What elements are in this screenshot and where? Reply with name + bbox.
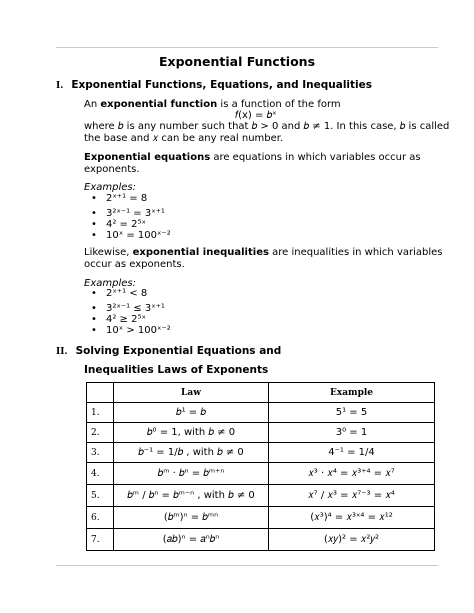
list-item: • 10ˣ = 100ˣ⁻² [86, 230, 171, 241]
table-row [87, 443, 435, 463]
definition-term: exponential function [100, 99, 218, 110]
column-header-number [87, 383, 114, 403]
page-title: Exponential Functions [158, 54, 316, 69]
section-2-numeral: II. [56, 347, 68, 357]
example-cell: 3⁰ = 1 [269, 423, 435, 443]
list-item: • 3²ˣ⁻¹ ≤ 3ˣ⁺¹ [86, 303, 171, 314]
bottom-rule [56, 565, 438, 566]
example-cell: 𝑥⁷ / 𝑥³ = 𝑥⁷⁻³ = 𝑥⁴ [269, 485, 435, 507]
inequalities-term: exponential inequalities [132, 247, 269, 258]
example-cell: 4⁻¹ = 1/4 [269, 443, 435, 463]
laws-of-exponents-table [86, 382, 435, 551]
inequality-examples-list [86, 288, 171, 336]
top-rule [56, 47, 438, 48]
inequalities-definition-line-2: occur as exponents. [84, 259, 185, 270]
table-row [87, 463, 435, 485]
definition-formula: 𝑓(x) = 𝑏ˣ [235, 110, 277, 121]
equation-examples-list [86, 193, 171, 241]
section-2-heading [56, 345, 281, 357]
row-number: 5. [87, 485, 114, 507]
table-row [87, 485, 435, 507]
table-header-row [87, 383, 435, 403]
section-1-numeral: I. [56, 81, 64, 91]
column-header-example: Example [269, 383, 435, 403]
table-row [87, 403, 435, 423]
definition-prefix: An [84, 99, 101, 110]
list-item: • 2ˣ⁺¹ = 8 [86, 193, 171, 204]
section-1-heading [56, 79, 372, 91]
column-header-law: Law [114, 383, 269, 403]
section-2-title-line-1: Solving Exponential Equations and [75, 345, 282, 357]
law-cell: 𝑏⁰ = 1, with 𝑏 ≠ 0 [114, 423, 269, 443]
list-item: • 3²ˣ⁻¹ = 3ˣ⁺¹ [86, 208, 171, 219]
row-number: 1. [87, 403, 114, 423]
definition-line-2: where 𝑏 is any number such that 𝑏 > 0 and 𝑏 ≠ 1. In this case, 𝑏 is called [84, 121, 450, 132]
examples-label-inequalities: Examples: [84, 278, 136, 289]
equations-term: Exponential equations [84, 152, 211, 163]
table-row [87, 423, 435, 443]
row-number: 2. [87, 423, 114, 443]
examples-label-equations: Examples: [84, 182, 136, 193]
list-item: • 2ˣ⁺¹ < 8 [86, 288, 171, 299]
inequalities-text: are inequalities in which variables [268, 247, 443, 258]
law-cell: 𝑏ᵐ · 𝑏ⁿ = 𝑏ᵐ⁺ⁿ [114, 463, 269, 485]
definition-line-1 [84, 98, 341, 111]
list-item: • 4² ≥ 2⁵ˣ [86, 314, 171, 325]
row-number: 3. [87, 443, 114, 463]
equations-text: are equations in which variables occur as [210, 152, 421, 163]
law-cell: 𝑏ᵐ / 𝑏ⁿ = 𝑏ᵐ⁻ⁿ , with 𝑏 ≠ 0 [114, 485, 269, 507]
table-row [87, 529, 435, 551]
law-cell: (𝑎𝑏)ⁿ = 𝑎ⁿ𝑏ⁿ [114, 529, 269, 551]
section-1-title: Exponential Functions, Equations, and Inequalities [71, 79, 373, 91]
table-row [87, 507, 435, 529]
example-cell: (𝑥𝑦)² = 𝑥²𝑦² [269, 529, 435, 551]
section-2-title-line-2: Inequalities Laws of Exponents [84, 364, 269, 376]
definition-suffix: is a function of the form [217, 99, 341, 110]
example-cell: (𝑥³)⁴ = 𝑥³ˣ⁴ = 𝑥¹² [269, 507, 435, 529]
example-cell: 𝑥³ · 𝑥⁴ = 𝑥³⁺⁴ = 𝑥⁷ [269, 463, 435, 485]
law-cell: (𝑏ᵐ)ⁿ = 𝑏ᵐⁿ [114, 507, 269, 529]
list-item: • 4² = 2⁵ˣ [86, 219, 171, 230]
law-cell: 𝑏⁻¹ = 1/𝑏 , with 𝑏 ≠ 0 [114, 443, 269, 463]
list-item: • 10ˣ > 100ˣ⁻² [86, 325, 171, 336]
row-number: 4. [87, 463, 114, 485]
row-number: 7. [87, 529, 114, 551]
example-cell: 5¹ = 5 [269, 403, 435, 423]
equations-definition-line-2: exponents. [84, 164, 140, 175]
definition-line-3: the base and 𝑥 can be any real number. [84, 133, 284, 144]
law-cell: 𝑏¹ = 𝑏 [114, 403, 269, 423]
inequalities-prefix: Likewise, [84, 247, 133, 258]
row-number: 6. [87, 507, 114, 529]
